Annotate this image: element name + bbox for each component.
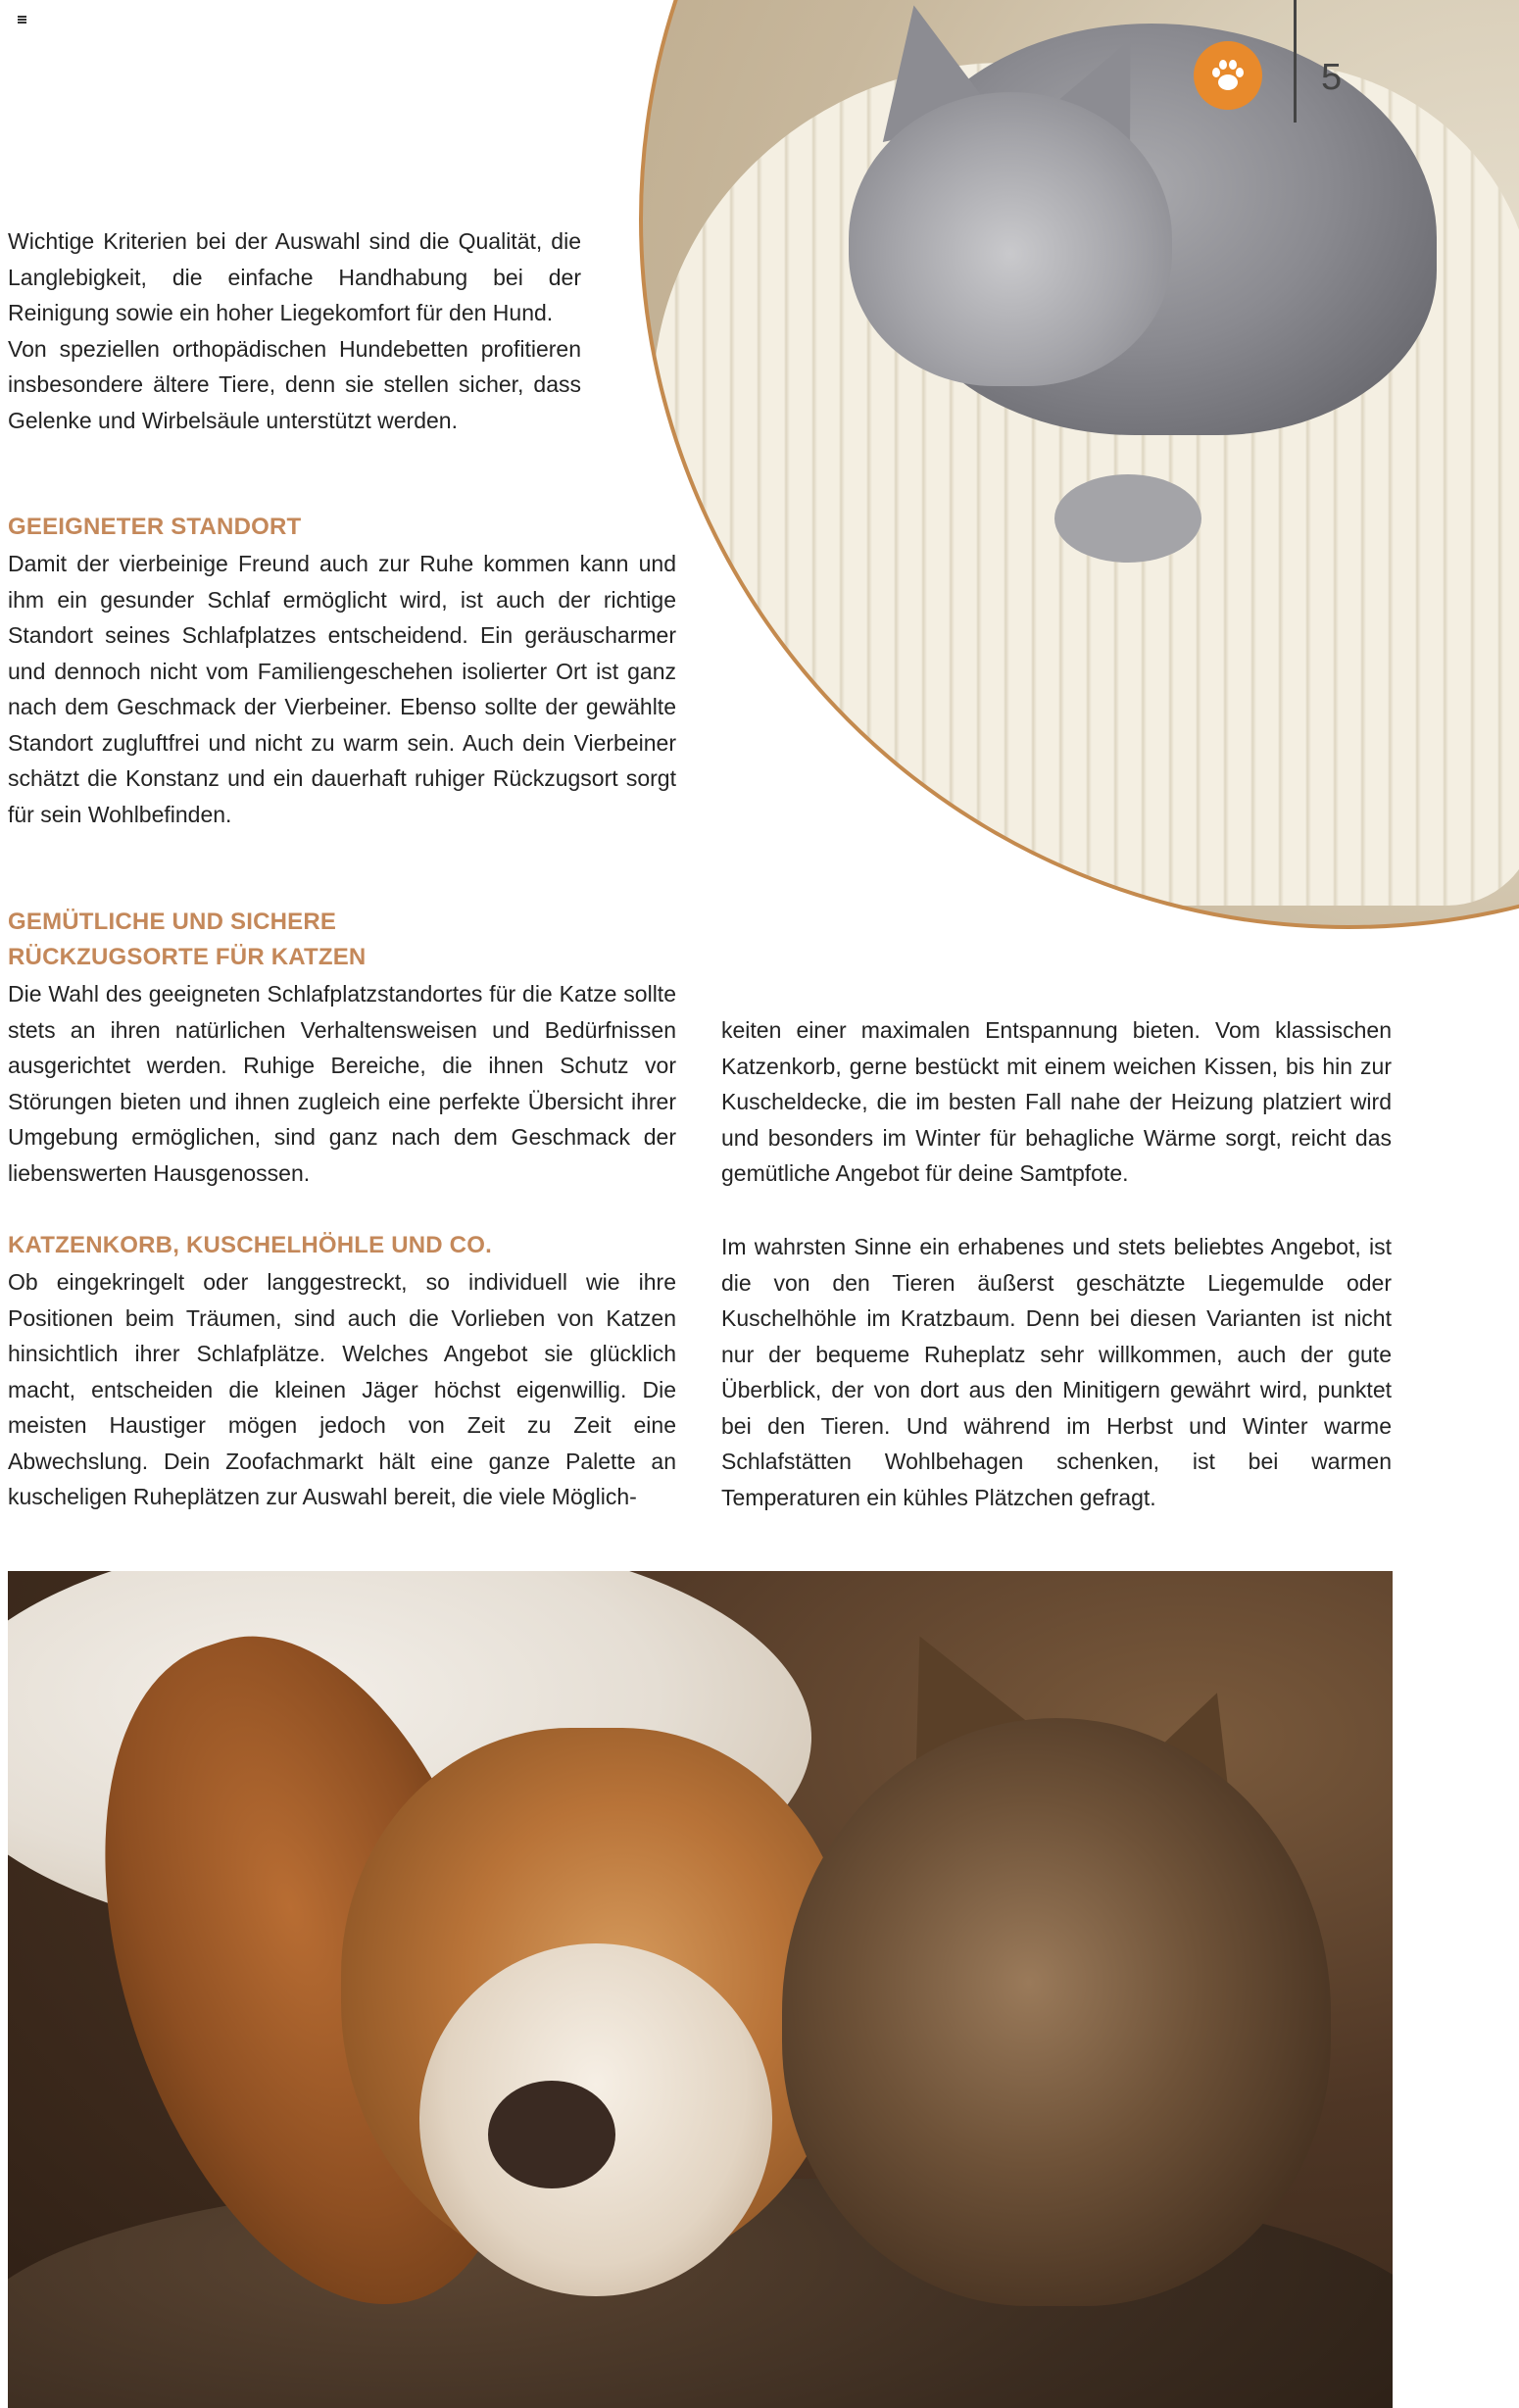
intro-text <box>8 223 581 438</box>
heading-rueckzugsorte-line-2: RÜCKZUGSORTE FÜR KATZEN <box>8 944 367 970</box>
intro-paragraph-1: Wichtige Kriterien bei der Auswahl sind die Qualität, die Langlebigkeit, die einfache Handhabung bei der Reinigung sowie ein hoher Liegekomfort für den Hund. <box>8 228 581 325</box>
rueckzug-text-right: keiten einer maximalen Entspannung bieten. Vom klassischen Katzenkorb, gerne bestückt mit einem weichen Kissen, bis hin zur Kuscheldecke, die im besten Fall nahe der Heizung platziert wird und besonders im Winter für behagliche Wärme sorgt, reicht das gemütliche Angebot für deine Samtpfote. <box>721 1017 1392 1186</box>
dog-and-cat-photo <box>8 1571 1393 2408</box>
heading-katzenkorb: KATZENKORB, KUSCHELHÖHLE UND CO. <box>8 1232 492 1258</box>
standort-text: Damit der vierbeinige Freund auch zur Ruhe kommen kann und ihm ein gesunder Schlaf ermöglicht wird, ist auch der richtige Standort seines Schlafplatzes entscheidend. Ein geräuscharmer und dennoch nicht vom Familiengeschehen isolierter Ort ist ganz nach dem Geschmack der Vierbeiner. Ebenso sollte der gewählte Standort zugluftfrei und nicht zu warm sein. Auch dein Vierbeiner schätzt die Konstanz und ein dauerhaft ruhiger Rückzugsort sorgt für sein Wohlbefinden. <box>8 551 676 827</box>
heading-rueckzugsorte <box>8 905 694 975</box>
sleeping-cat-photo <box>639 0 1519 929</box>
paw-icon <box>1194 41 1262 110</box>
header-divider <box>1294 0 1297 123</box>
heading-rueckzugsorte-line-1: GEMÜTLICHE UND SICHERE <box>8 909 337 935</box>
intro-paragraph-2: Von speziellen orthopädischen Hundebetten profitieren insbesondere ältere Tiere, denn sie stellen sicher, dass Gelenke und Wirbelsäule unterstützt werden. <box>8 335 581 433</box>
menu-icon[interactable] <box>18 16 26 24</box>
katzenkorb-text-left: Ob eingekringelt oder langgestreckt, so individuell wie ihre Positionen beim Träumen, sind auch die Vorlieben von Katzen hinsichtlich ihrer Schlafplätze. Welches Angebot sie glücklich macht, entscheiden die kleinen Jäger höchst eigenwillig. Die meisten Haustiger mögen jedoch von Zeit zu Zeit eine Abwechslung. Dein Zoofachmarkt hält eine ganze Palette an kuscheligen Ruheplätzen zur Auswahl bereit, die viele Möglich- <box>8 1269 676 1509</box>
heading-standort: GEEIGNETER STANDORT <box>8 514 302 540</box>
katzenkorb-text-right: Im wahrsten Sinne ein erhabenes und stets beliebtes Angebot, ist die von den Tieren äußerst geschätzte Liegemulde oder Kuschelhöhle im Kratzbaum. Denn bei diesen Varianten ist nicht nur der bequeme Ruheplatz sehr willkommen, auch der gute Überblick, der von dort aus den Minitigern gewährt wird, punktet bei den Tieren. Und während im Herbst und Winter warme Schlafstätten Wohlbehagen schenken, ist bei warmen Temperaturen ein kühles Plätzchen gefragt. <box>721 1234 1392 1510</box>
page-number: 5 <box>1321 57 1343 98</box>
rueckzug-text-left: Die Wahl des geeigneten Schlafplatzstandortes für die Katze sollte stets an ihren natürlichen Verhaltensweisen und Bedürfnissen ausgerichtet werden. Ruhige Bereiche, die ihnen Schutz vor Störungen bieten und ihnen zugleich eine perfekte Übersicht ihrer Umgebung ermöglichen, sind ganz nach dem Geschmack der liebenswerten Hausgenossen. <box>8 981 676 1186</box>
